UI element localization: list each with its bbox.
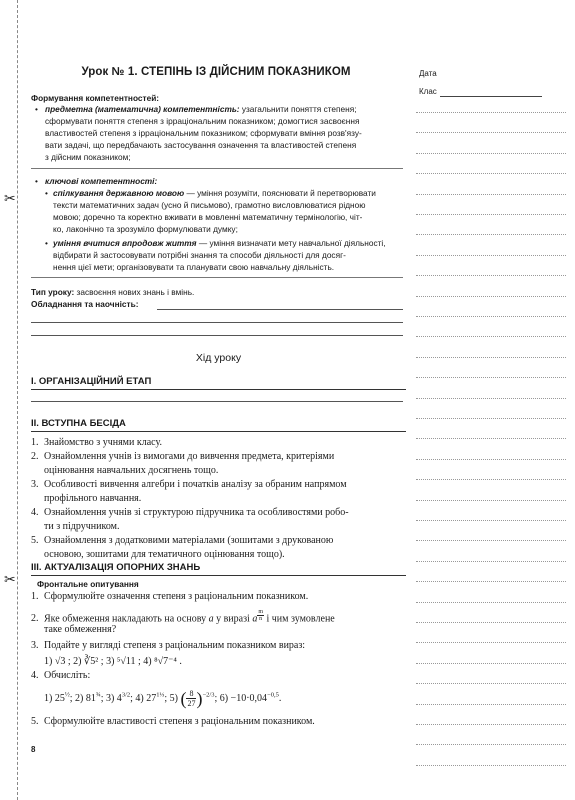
note-line <box>416 316 566 317</box>
note-line <box>416 296 566 297</box>
question-continuation: таке обмеження? <box>44 624 117 635</box>
question: 3. Подайте у вигляді степеня з раціональним показником вираз: <box>31 640 306 651</box>
note-line <box>416 234 566 235</box>
bullet: • <box>45 238 48 248</box>
subject-line: сформувати поняття степеня з ірраціональним показником; домогтися засвоєння <box>45 116 360 126</box>
note-line <box>416 683 566 684</box>
list-item: 5. Ознайомлення з додатковими матеріалами (зошитами з друкованою <box>31 535 334 546</box>
lesson-type-label: Тип уроку: <box>31 287 75 297</box>
subject-competence-label: предметна (математична) компетентність: <box>45 104 240 114</box>
subject-line: вати задачі, що передбачають застосування означення та властивостей степеня <box>45 140 357 150</box>
list-item: 3. Особливості вивчення алгебри і початків аналізу за обраним напрямом <box>31 479 347 490</box>
equipment-fill-line <box>157 309 403 310</box>
lifelong-line: — уміння визначати мету навчальної діяльності, <box>198 238 386 248</box>
subject-line: з дійсним показником; <box>45 152 131 162</box>
note-line <box>416 642 566 643</box>
subject-line: властивостей степеня з ірраціональним показником; сформувати вміння розв'язу- <box>45 128 362 138</box>
cut-line <box>17 0 18 800</box>
note-line <box>416 704 566 705</box>
date-label: Дата <box>419 69 437 78</box>
class-label: Клас <box>419 87 437 96</box>
question: 1. Сформулюйте означення степеня з раціональним показником. <box>31 591 309 602</box>
scissors-icon: ✂ <box>4 572 16 588</box>
note-line <box>416 173 566 174</box>
competences-heading: Формування компетентностей: <box>31 93 160 103</box>
fill-line <box>31 401 403 402</box>
note-line <box>416 581 566 582</box>
bullet: • <box>45 188 48 198</box>
scissors-icon: ✂ <box>4 191 16 207</box>
section-organizational: І. ОРГАНІЗАЦІЙНИЙ ЕТАП <box>31 376 406 390</box>
lifelong-line: відбирати й застосовувати потрібні знання та способи діяльності для досяг- <box>53 250 346 260</box>
note-line <box>416 500 566 501</box>
note-line <box>416 765 566 766</box>
communication-line: тексти математичних задач (усно й письмово), грамотно висловлюватися рідною <box>53 200 366 210</box>
course-heading: Хід уроку <box>195 352 242 364</box>
lesson-type-value: засвоєння нових знань і вмінь. <box>76 287 195 297</box>
note-line <box>416 275 566 276</box>
note-line <box>416 357 566 358</box>
note-line <box>416 214 566 215</box>
lesson-title: Урок № 1. СТЕПІНЬ ІЗ ДІЙСНИМ ПОКАЗНИКОМ <box>81 66 351 78</box>
note-line <box>416 540 566 541</box>
note-line <box>416 112 566 113</box>
section-intro-talk: ІІ. ВСТУПНА БЕСІДА <box>31 418 406 432</box>
note-line <box>416 744 566 745</box>
note-line <box>416 255 566 256</box>
question: 2. Яке обмеження накладають на основу a у виразі a $^{\frac{m}{n}}$ і чим зумовлене <box>31 609 335 625</box>
note-line <box>416 438 566 439</box>
note-line <box>416 602 566 603</box>
frontal-survey-label: Фронтальне опитування <box>37 579 139 589</box>
note-line <box>416 663 566 664</box>
question: 5. Сформулюйте властивості степеня з раціональним показником. <box>31 716 315 727</box>
subject-line: узагальнити поняття степеня; <box>241 104 357 114</box>
note-line <box>416 194 566 195</box>
bullet: • <box>35 176 38 186</box>
note-line <box>416 132 566 133</box>
question-expression: 1) $25^{\frac{1}{2}}$; 2) $81^{\frac{3}{4}}$; 3) $4^{3/2}$; 4) $27^{1\frac{1}{3}}$; 5) ( $\frac{8}{27}$ )$^{-2/3}$; $6) -10\cdot 0,04^{-0,5}$. <box>44 688 282 709</box>
note-line <box>416 418 566 419</box>
list-item: 4. Ознайомлення учнів зі структурою підручника та особливостями робо- <box>31 507 349 518</box>
class-fill-line <box>440 96 542 97</box>
list-item: 1. Знайомство з учнями класу. <box>31 437 162 448</box>
page-number: 8 <box>31 745 36 754</box>
fill-line <box>31 322 403 323</box>
list-item-continuation: ти з підручником. <box>44 521 120 532</box>
note-line <box>416 459 566 460</box>
note-line <box>416 479 566 480</box>
note-line <box>416 520 566 521</box>
communication-label: спілкування державною мовою <box>53 188 185 198</box>
communication-line: ко, лаконічно та зрозуміло формулювати думку; <box>53 224 238 234</box>
list-item-continuation: оцінювання навчальних досягнень тощо. <box>44 465 219 476</box>
list-item-continuation: профільного навчання. <box>44 493 142 504</box>
note-line <box>416 377 566 378</box>
lifelong-line: нення цієї мети; організовувати та планувати свою навчальну діяльність. <box>53 262 335 272</box>
fill-line <box>31 168 403 169</box>
fill-line <box>31 335 403 336</box>
note-line <box>416 153 566 154</box>
question-expression: 1) √3 ; 2) ∛5² ; 3) ⁵√11 ; 4) ⁸√7⁻⁴ . <box>44 656 182 667</box>
list-item: 2. Ознайомлення учнів із вимогами до вивчення предмета, критеріями <box>31 451 335 462</box>
question: 4. Обчисліть: <box>31 670 91 681</box>
key-competences-label: ключові компетентності: <box>45 176 158 186</box>
list-item-continuation: основою, зошитами для тематичного оцінювання тощо). <box>44 549 285 560</box>
note-line <box>416 724 566 725</box>
note-line <box>416 561 566 562</box>
note-line <box>416 336 566 337</box>
lifelong-label: уміння вчитися впродовж життя <box>53 238 197 248</box>
fill-line <box>31 277 403 278</box>
communication-line: мовою; доречно та коректно вживати в мовленні математичну термінологію, чіт- <box>53 212 363 222</box>
note-line <box>416 398 566 399</box>
communication-line: — уміння розуміти, пояснювати й перетворювати <box>186 188 376 198</box>
note-line <box>416 622 566 623</box>
section-actualization: ІІІ. АКТУАЛІЗАЦІЯ ОПОРНИХ ЗНАНЬ <box>31 562 406 576</box>
bullet: • <box>35 104 38 114</box>
equipment-label: Обладнання та наочність: <box>31 299 139 309</box>
